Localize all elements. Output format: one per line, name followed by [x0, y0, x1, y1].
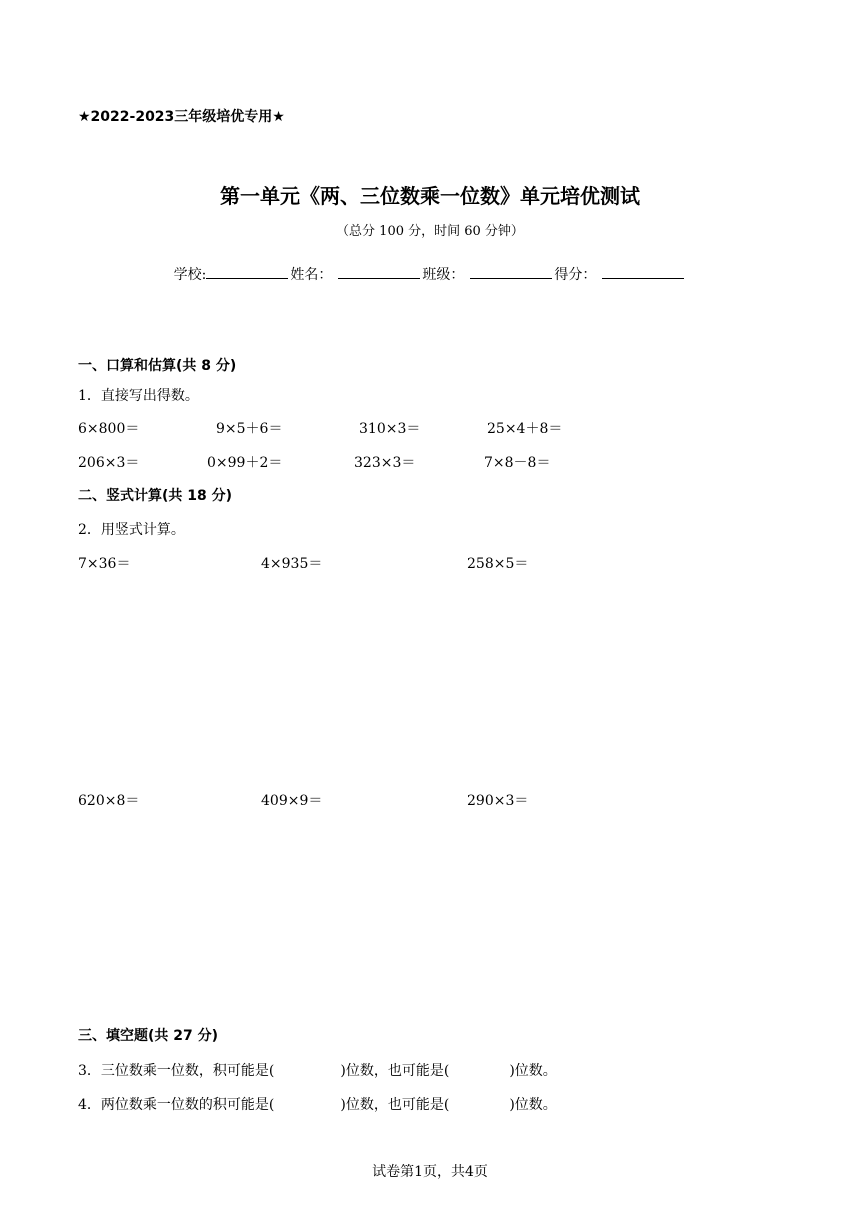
page-footer: 试卷第1页，共4页: [372, 1164, 488, 1180]
question-3-part-b: )位数，也可能是(: [340, 1063, 450, 1079]
school-blank[interactable]: [206, 264, 288, 279]
oral-calc-item: 323×3＝: [354, 455, 416, 471]
oral-calc-item: 7×8－8＝: [484, 455, 551, 471]
question-4: [78, 1094, 557, 1114]
question-4-part-c: )位数。: [509, 1097, 557, 1113]
question-4-part-b: )位数，也可能是(: [340, 1097, 450, 1113]
score-label: 得分：: [554, 267, 597, 283]
question-4-part-a: 4．两位数乘一位数的积可能是(: [78, 1097, 275, 1113]
class-blank[interactable]: [470, 264, 552, 279]
section-2-heading: 二、竖式计算(共 18 分): [78, 488, 233, 504]
oral-calc-item: 6×800＝: [78, 421, 140, 437]
vertical-calc-item: 409×9＝: [261, 793, 323, 809]
student-info-line: [0, 264, 860, 284]
oral-calc-item: 310×3＝: [359, 421, 421, 437]
school-label: 学校:: [173, 267, 207, 283]
oral-calc-item: 25×4＋8＝: [487, 421, 563, 437]
question-3-part-c: )位数。: [509, 1063, 557, 1079]
section-3-heading: 三、填空题(共 27 分): [78, 1028, 219, 1044]
exam-subtitle: （总分 100 分，时间 60 分钟）: [336, 224, 524, 239]
class-label: 班级：: [422, 267, 465, 283]
vertical-calc-item: 290×3＝: [467, 793, 529, 809]
vertical-calc-item: 4×935＝: [261, 556, 323, 572]
section-1-heading: 一、口算和估算(共 8 分): [78, 358, 237, 374]
oral-calc-item: 206×3＝: [78, 455, 140, 471]
name-label: 姓名：: [290, 267, 333, 283]
question-3-part-a: 3．三位数乘一位数，积可能是(: [78, 1063, 275, 1079]
vertical-calc-item: 258×5＝: [467, 556, 529, 572]
question-1: 1．直接写出得数。: [78, 388, 199, 404]
page-title: 第一单元《两、三位数乘一位数》单元培优测试: [220, 184, 640, 208]
oral-calc-item: 9×5＋6＝: [216, 421, 283, 437]
question-2: 2．用竖式计算。: [78, 522, 185, 538]
question-3: [78, 1060, 557, 1080]
oral-calc-item: 0×99＋2＝: [207, 455, 283, 471]
exam-tag: ★2022-2023三年级培优专用★: [78, 109, 285, 125]
vertical-calc-item: 7×36＝: [78, 556, 131, 572]
name-blank[interactable]: [338, 264, 420, 279]
score-blank[interactable]: [602, 264, 684, 279]
vertical-calc-item: 620×8＝: [78, 793, 140, 809]
